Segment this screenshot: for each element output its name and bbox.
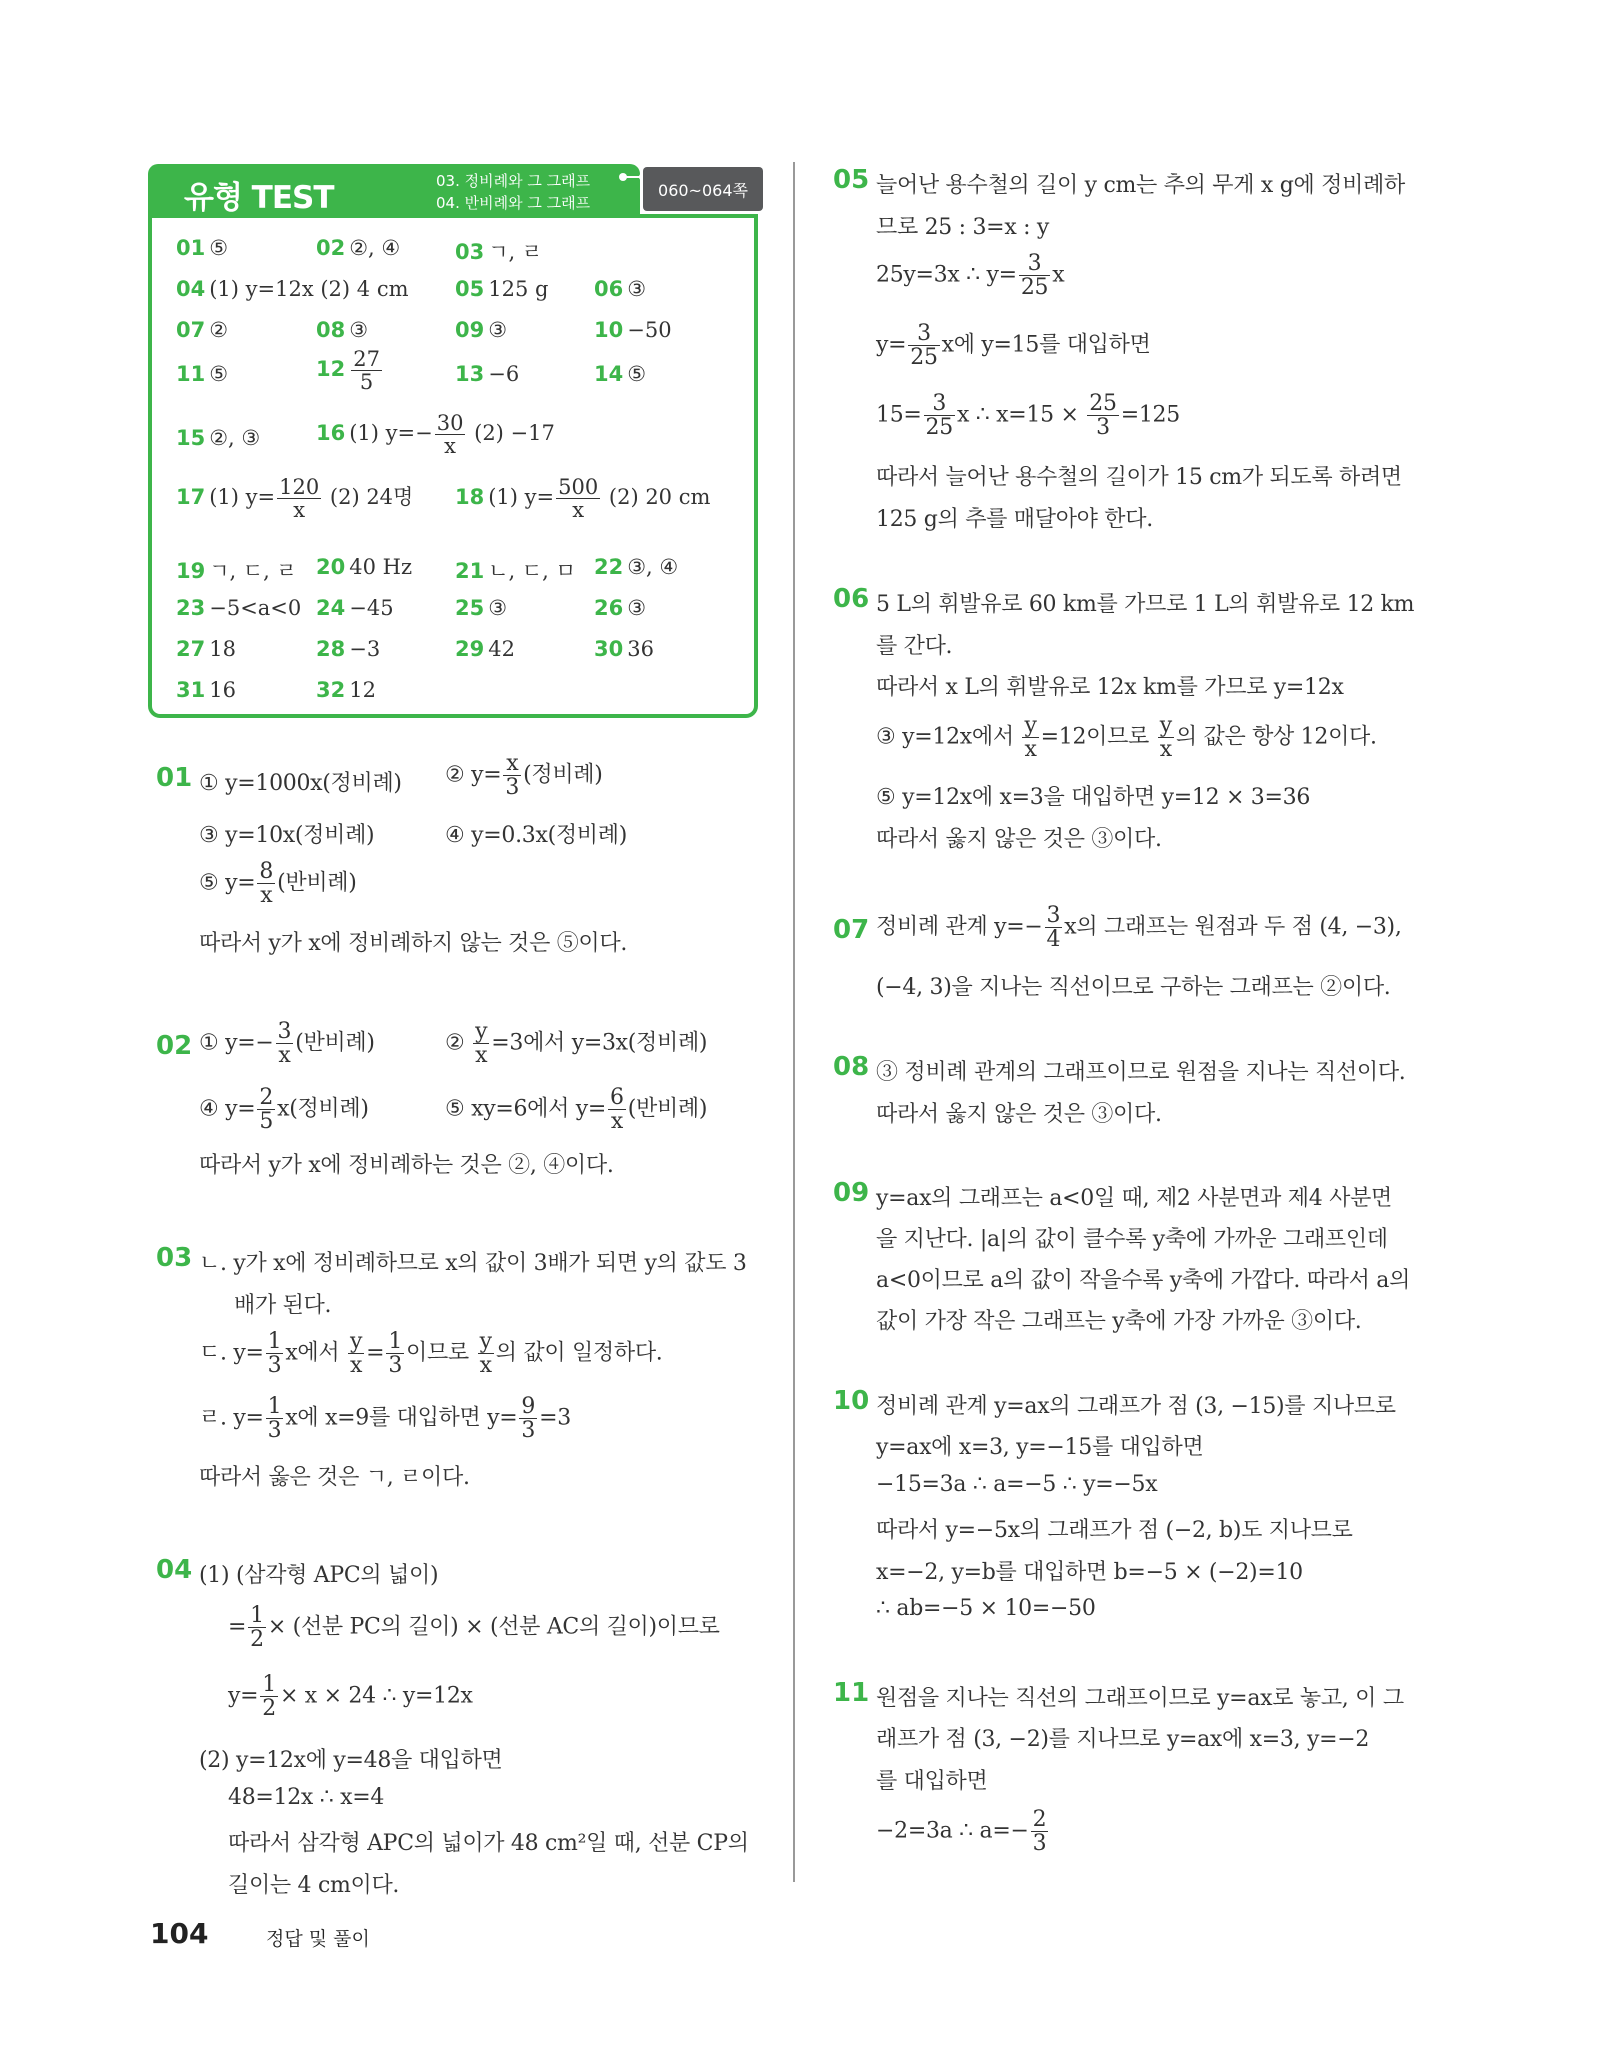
solution-line: 을 지난다. |a|의 값이 클수록 y축에 가까운 그래프인데	[876, 1227, 1388, 1252]
solution-line: ㄷ. y= $\frac{1}{3}$ x에서 $\frac{y}{x}$ = $\frac{1}{3}$ 이므로 $\frac{y}{x}$ 의 값이 일정하다.	[199, 1329, 663, 1379]
solution-line: −15=3a ∴ a=−5 ∴ y=−5x	[876, 1472, 1158, 1497]
answer-text: ③, ④	[627, 555, 679, 579]
page-range-tag: 060~064쪽	[643, 167, 763, 211]
answer-item	[176, 426, 260, 450]
solution-line: y=ax의 그래프는 a<0일 때, 제2 사분면과 제4 사분면	[876, 1186, 1393, 1211]
answer-number: 15	[176, 426, 206, 450]
solution-line: 를 대입하면	[876, 1769, 988, 1794]
answer-number: 17	[176, 485, 206, 510]
answer-text: ②, ③	[209, 426, 261, 450]
answer-text: 40 Hz	[349, 555, 413, 579]
answer-item	[176, 596, 301, 620]
answer-text: 42	[488, 637, 515, 661]
solution-line: 므로 25 : 3=x : y	[876, 215, 1050, 240]
answer-text: ③	[627, 596, 647, 620]
solution-line: a<0이므로 a의 값이 작을수록 y축에 가깝다. 따라서 a의	[876, 1268, 1411, 1293]
solution-line: y=ax에 x=3, y=−15를 대입하면	[876, 1435, 1204, 1460]
solution-line: ④ y=0.3x(정비례)	[445, 823, 627, 848]
answer-item	[316, 412, 555, 457]
solution-line: x=−2, y=b를 대입하면 b=−5 × (−2)=10	[876, 1560, 1303, 1585]
answer-number: 03	[455, 240, 485, 264]
answer-text: ②, ④	[349, 236, 401, 260]
question-number: 07	[833, 915, 870, 945]
answer-item	[176, 362, 228, 386]
solution-line: 따라서 늘어난 용수철의 길이가 15 cm가 되도록 하려면	[876, 465, 1402, 490]
answer-item	[594, 318, 672, 342]
answer-text: −5<a<0	[209, 596, 302, 620]
answer-number: 01	[176, 236, 206, 260]
answer-number: 32	[316, 678, 346, 702]
solution-line: 따라서 y=−5x의 그래프가 점 (−2, b)도 지나므로	[876, 1518, 1353, 1543]
answer-item	[316, 348, 384, 393]
answer-number: 26	[594, 596, 624, 620]
answer-item	[176, 637, 236, 661]
answer-item	[594, 277, 646, 301]
solution-line: (−4, 3)을 지나는 직선이므로 구하는 그래프는 ②이다.	[876, 975, 1391, 1000]
answer-text: (2) 24명	[323, 485, 414, 510]
answer-text: −45	[349, 596, 394, 620]
solution-line: 래프가 점 (3, −2)를 지나므로 y=ax에 x=3, y=−2	[876, 1727, 1370, 1752]
solution-line: 따라서 y가 x에 정비례하지 않는 것은 ⑤이다.	[199, 931, 628, 956]
solution-line: ∴ ab=−5 × 10=−50	[876, 1596, 1096, 1621]
question-number: 11	[833, 1678, 870, 1708]
solution-line: 원점을 지나는 직선의 그래프이므로 y=ax로 놓고, 이 그	[876, 1686, 1404, 1711]
answer-text: −50	[627, 318, 672, 342]
answer-number: 31	[176, 678, 206, 702]
solution-line: 25y=3x ∴ y= $\frac{3}{25}$ x	[876, 251, 1065, 301]
question-number: 08	[833, 1052, 870, 1082]
question-number: 03	[156, 1243, 193, 1273]
solution-line: 늘어난 용수철의 길이 y cm는 추의 무게 x g에 정비례하	[876, 173, 1405, 198]
answer-text: (2) −17	[467, 421, 555, 446]
solution-line: y= $\frac{3}{25}$ x에 y=15를 대입하면	[876, 321, 1151, 371]
answer-text: ㄱ, ㄷ, ㄹ	[209, 559, 297, 583]
solution-line: 15= $\frac{3}{25}$ x ∴ x=15 × $\frac{25}{3}$ =125	[876, 391, 1180, 441]
answer-text: ③	[349, 318, 369, 342]
answer-text: (1) y=	[488, 485, 555, 510]
answer-number: 16	[316, 421, 346, 446]
answer-number: 25	[455, 596, 485, 620]
solution-line: ⑤ xy=6에서 y= $\frac{6}{x}$ (반비례)	[445, 1085, 708, 1135]
answer-text: −3	[349, 637, 381, 661]
solution-line: ㄹ. y= $\frac{1}{3}$ x에 x=9를 대입하면 y= $\frac{9}{3}$ =3	[199, 1394, 571, 1444]
answer-fraction: $\frac{27}{5}$	[353, 347, 380, 395]
question-number: 05	[833, 165, 870, 195]
answer-item	[176, 318, 228, 342]
answer-item	[455, 596, 507, 620]
answer-number: 20	[316, 555, 346, 579]
answer-number: 28	[316, 637, 346, 661]
solution-line: (2) y=12x에 y=48을 대입하면	[199, 1748, 503, 1773]
solution-line: ② y= $\frac{x}{3}$ (정비례)	[445, 751, 603, 801]
answer-number: 12	[316, 357, 346, 382]
solution-line: ② $\frac{y}{x}$ =3에서 y=3x(정비례)	[445, 1019, 708, 1069]
solution-line: = $\frac{1}{2}$ × (선분 PC의 길이) × (선분 AC의 길이)이므로	[228, 1603, 720, 1653]
solution-line: 48=12x ∴ x=4	[228, 1785, 385, 1810]
page-label: 정답 및 풀이	[266, 1928, 370, 1950]
answer-text: ③	[488, 596, 508, 620]
answer-item	[594, 596, 646, 620]
solution-line: 정비례 관계 y=− $\frac{3}{4}$ x의 그래프는 원점과 두 점 (4, −3),	[876, 903, 1402, 953]
answer-text: 36	[627, 637, 654, 661]
answer-item	[455, 637, 515, 661]
answer-text: (1) y=−	[349, 421, 433, 446]
answer-number: 02	[316, 236, 346, 260]
solution-line: 배가 된다.	[234, 1293, 332, 1318]
answer-text: ㄴ, ㄷ, ㅁ	[488, 559, 576, 583]
answer-number: 10	[594, 318, 624, 342]
solution-line: ① y=1000x(정비례)	[199, 771, 402, 796]
answer-text: 18	[209, 637, 236, 661]
solution-line: 따라서 y가 x에 정비례하는 것은 ②, ④이다.	[199, 1153, 614, 1178]
answer-text: ②	[209, 318, 229, 342]
question-number: 10	[833, 1386, 870, 1416]
solution-line: y= $\frac{1}{2}$ × x × 24 ∴ y=12x	[228, 1672, 473, 1722]
answer-item	[455, 277, 548, 301]
answer-number: 08	[316, 318, 346, 342]
solution-line: ③ 정비례 관계의 그래프이므로 원점을 지나는 직선이다.	[876, 1060, 1406, 1085]
solution-line: 따라서 옳지 않은 것은 ③이다.	[876, 827, 1162, 852]
answer-text: ⑤	[209, 362, 229, 386]
column-divider	[793, 162, 795, 1882]
solution-line: −2=3a ∴ a=− $\frac{2}{3}$	[876, 1807, 1047, 1857]
answer-item	[594, 362, 646, 386]
answer-item	[455, 236, 542, 266]
solution-line: ④ y= $\frac{2}{5}$ x(정비례)	[199, 1085, 369, 1135]
answer-text: ⑤	[209, 236, 229, 260]
page-number: 104	[150, 1917, 209, 1950]
answer-item	[316, 318, 368, 342]
solution-line: 를 간다.	[876, 634, 953, 659]
answer-number: 21	[455, 559, 485, 583]
answer-number: 14	[594, 362, 624, 386]
answer-text: ③	[627, 277, 647, 301]
answer-number: 06	[594, 277, 624, 301]
answer-number: 30	[594, 637, 624, 661]
answer-item	[176, 277, 409, 301]
answer-number: 24	[316, 596, 346, 620]
answer-text: 125 g	[488, 277, 549, 301]
solution-line: 따라서 삼각형 APC의 넓이가 48 cm²일 때, 선분 CP의	[228, 1831, 749, 1856]
answer-number: 22	[594, 555, 624, 579]
answer-fraction: $\frac{120}{x}$	[279, 475, 320, 523]
answer-text: 12	[349, 678, 376, 702]
answer-text: (1) y=12x (2) 4 cm	[209, 277, 409, 301]
answer-number: 05	[455, 277, 485, 301]
answer-number: 27	[176, 637, 206, 661]
question-number: 06	[833, 584, 870, 614]
answer-fraction: $\frac{500}{x}$	[558, 475, 599, 523]
solution-line: 길이는 4 cm이다.	[228, 1873, 400, 1898]
answer-item	[176, 236, 228, 260]
question-number: 01	[156, 763, 193, 793]
answer-item	[316, 555, 412, 579]
solution-line: ⑤ y= $\frac{8}{x}$ (반비례)	[199, 859, 357, 909]
solution-line: 따라서 x L의 휘발유로 12x km를 가므로 y=12x	[876, 675, 1344, 700]
solution-line: 125 g의 추를 매달아야 한다.	[876, 507, 1153, 532]
answer-number: 29	[455, 637, 485, 661]
answer-number: 23	[176, 596, 206, 620]
section-subtitle-1: 03. 정비례와 그 그래프	[436, 172, 591, 190]
answer-number: 18	[455, 485, 485, 510]
question-number: 04	[156, 1555, 193, 1585]
answer-item	[176, 678, 236, 702]
answer-text: 16	[209, 678, 236, 702]
answer-item	[176, 476, 413, 521]
answer-item	[316, 637, 380, 661]
answer-fraction: $\frac{30}{x}$	[436, 411, 464, 459]
solution-line: 5 L의 휘발유로 60 km를 가므로 1 L의 휘발유로 12 km	[876, 592, 1415, 617]
solution-line: 값이 가장 작은 그래프는 y축에 가장 가까운 ③이다.	[876, 1309, 1362, 1334]
answer-number: 11	[176, 362, 206, 386]
answer-text: (2) 20 cm	[602, 485, 711, 510]
solution-line: ⑤ y=12x에 x=3을 대입하면 y=12 × 3=36	[876, 785, 1311, 810]
answer-text: ③	[488, 318, 508, 342]
answer-text: ㄱ, ㄹ	[488, 240, 543, 264]
answer-item	[455, 476, 710, 521]
solution-line: 따라서 옳지 않은 것은 ③이다.	[876, 1102, 1162, 1127]
solution-line: 정비례 관계 y=ax의 그래프가 점 (3, −15)를 지나므로	[876, 1394, 1396, 1419]
solution-line: 따라서 옳은 것은 ㄱ, ㄹ이다.	[199, 1465, 470, 1490]
answer-number: 13	[455, 362, 485, 386]
answer-item	[594, 637, 654, 661]
answer-item	[594, 555, 678, 579]
section-subtitle-2: 04. 반비례와 그 그래프	[436, 194, 591, 212]
answer-text: −6	[488, 362, 520, 386]
solution-line: ③ y=10x(정비례)	[199, 823, 375, 848]
solution-line: ㄴ. y가 x에 정비례하므로 x의 값이 3배가 되면 y의 값도 3	[199, 1251, 747, 1276]
answer-item	[176, 555, 297, 585]
answer-item	[455, 318, 507, 342]
section-title: 유형 TEST	[184, 180, 334, 216]
answer-item	[455, 362, 519, 386]
solution-line: ① y=− $\frac{3}{x}$ (반비례)	[199, 1019, 375, 1069]
solution-line: ③ y=12x에서 $\frac{y}{x}$ =12이므로 $\frac{y}{x}$ 의 값은 항상 12이다.	[876, 713, 1377, 763]
answer-number: 19	[176, 559, 206, 583]
answer-text: (1) y=	[209, 485, 276, 510]
answer-text: ⑤	[627, 362, 647, 386]
question-number: 02	[156, 1031, 193, 1061]
answer-item	[316, 596, 394, 620]
answer-number: 04	[176, 277, 206, 301]
question-number: 09	[833, 1178, 870, 1208]
answer-item	[316, 236, 400, 260]
solution-line: (1) (삼각형 APC의 넓이)	[199, 1563, 439, 1588]
answer-number: 07	[176, 318, 206, 342]
answer-number: 09	[455, 318, 485, 342]
answer-item	[455, 555, 576, 585]
answer-item	[316, 678, 376, 702]
